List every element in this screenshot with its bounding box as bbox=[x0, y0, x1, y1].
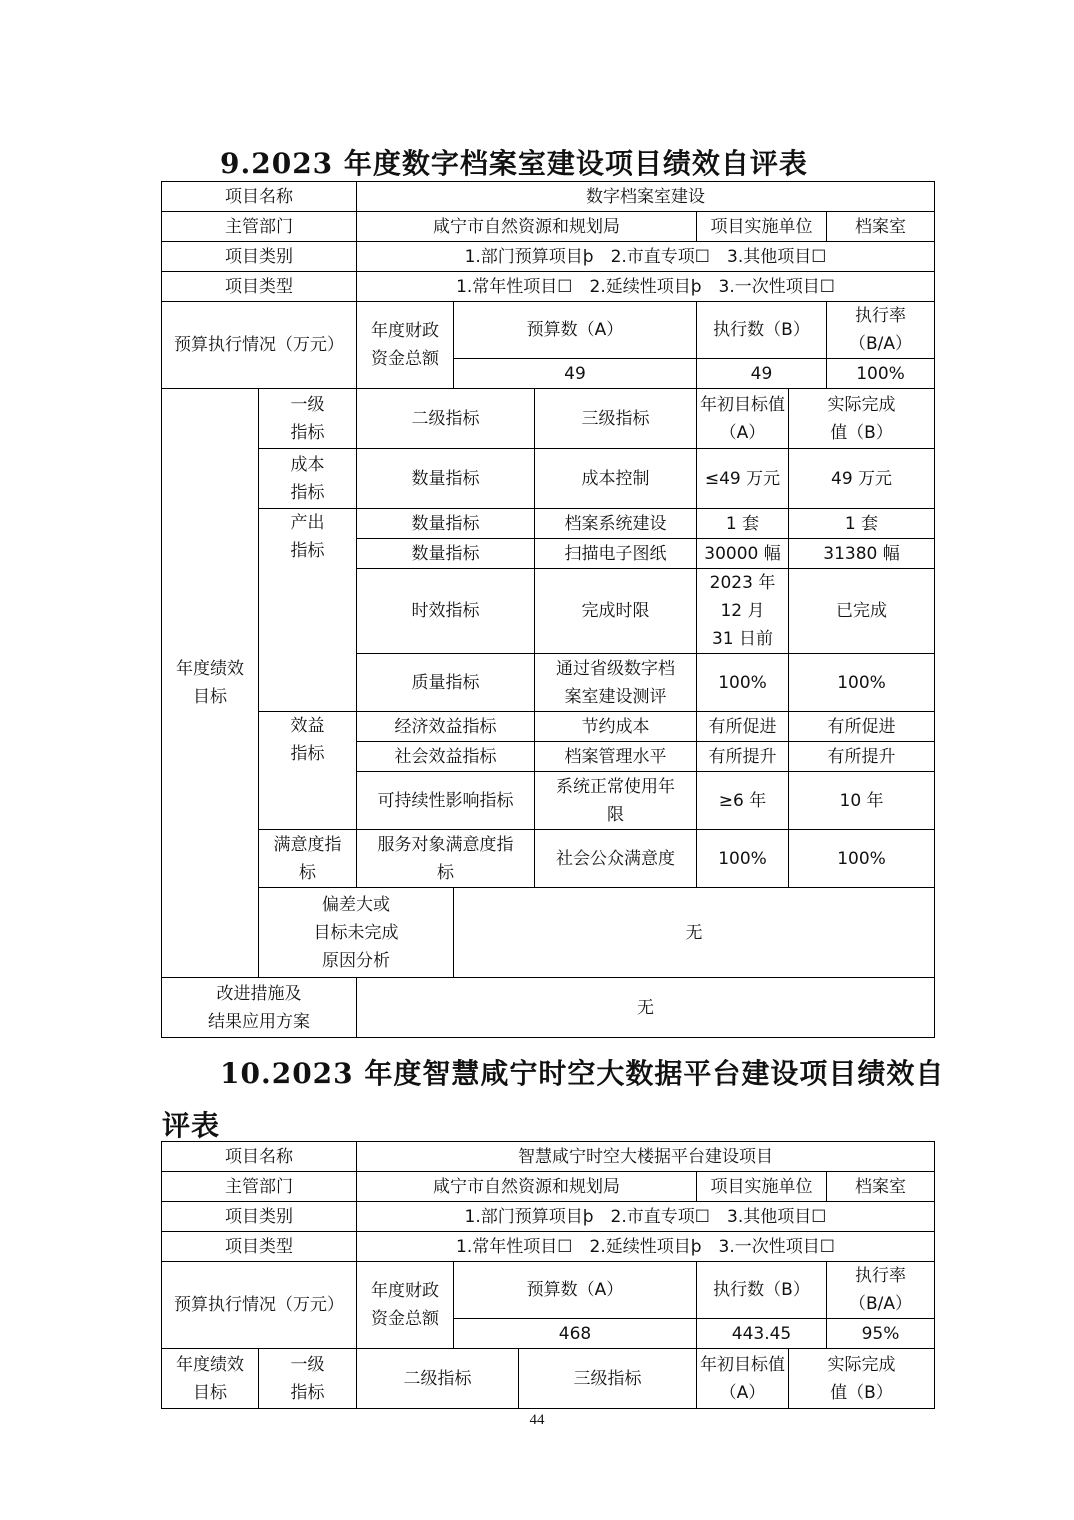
budget-head: 预算数（A） bbox=[454, 1262, 697, 1319]
exec-value: 49 bbox=[697, 359, 827, 389]
rate-head: 执行率（B/A） bbox=[827, 1262, 935, 1319]
performance-table-1 bbox=[161, 181, 935, 1038]
improve-label: 改进措施及 结果应用方案 bbox=[162, 978, 357, 1038]
row-target: ≤49 万元 bbox=[697, 449, 789, 509]
category-label: 项目类别 bbox=[162, 242, 357, 272]
goal-label: 年度绩效 目标 bbox=[162, 389, 259, 978]
row-target: 100% bbox=[697, 654, 789, 712]
type-label: 项目类型 bbox=[162, 272, 357, 302]
group-satisfaction: 满意度指 标 bbox=[259, 830, 357, 888]
deviation-label: 偏差大或 目标未完成 原因分析 bbox=[259, 888, 454, 978]
header-actual: 实际完成 值（B） bbox=[789, 389, 935, 449]
impl-label: 项目实施单位 bbox=[697, 212, 827, 242]
header-target: 年初目标值 （A） bbox=[697, 1349, 789, 1409]
impl-label: 项目实施单位 bbox=[697, 1172, 827, 1202]
row-actual: 100% bbox=[789, 830, 935, 888]
budget-label: 预算执行情况（万元） bbox=[162, 1262, 357, 1349]
row-target: 有所促进 bbox=[697, 712, 789, 742]
fund-label: 年度财政 资金总额 bbox=[357, 1262, 454, 1349]
group-benefit: 效益 指标 bbox=[259, 712, 357, 830]
category-value: 1.部门预算项目þ 2.市直专项☐ 3.其他项目☐ bbox=[357, 1202, 935, 1232]
row-actual: 有所提升 bbox=[789, 742, 935, 772]
row-level2: 经济效益指标 bbox=[357, 712, 535, 742]
table1-title: 9.2023 年度数字档案室建设项目绩效自评表 bbox=[220, 147, 808, 180]
row-level2: 服务对象满意度指 标 bbox=[357, 830, 535, 888]
row-level3: 档案系统建设 bbox=[535, 509, 697, 539]
table2-title-line1: 10.2023 年度智慧咸宁时空大数据平台建设项目绩效自 bbox=[220, 1057, 945, 1090]
project-name-value: 数字档案室建设 bbox=[357, 182, 935, 212]
table2-title-line2: 评表 bbox=[162, 1109, 221, 1142]
row-level2: 可持续性影响指标 bbox=[357, 772, 535, 830]
row-target: 有所提升 bbox=[697, 742, 789, 772]
header-level1: 一级 指标 bbox=[259, 1349, 357, 1409]
row-target: 1 套 bbox=[697, 509, 789, 539]
dept-value: 咸宁市自然资源和规划局 bbox=[357, 212, 697, 242]
row-level3: 扫描电子图纸 bbox=[535, 539, 697, 569]
improve-value: 无 bbox=[357, 978, 935, 1038]
row-level3: 完成时限 bbox=[535, 569, 697, 654]
deviation-value: 无 bbox=[454, 888, 935, 978]
project-name-label: 项目名称 bbox=[162, 1142, 357, 1172]
row-level3: 节约成本 bbox=[535, 712, 697, 742]
row-level2: 社会效益指标 bbox=[357, 742, 535, 772]
exec-head: 执行数（B） bbox=[697, 302, 827, 359]
category-value: 1.部门预算项目þ 2.市直专项☐ 3.其他项目☐ bbox=[357, 242, 935, 272]
row-actual: 49 万元 bbox=[789, 449, 935, 509]
row-actual: 100% bbox=[789, 654, 935, 712]
row-level2: 时效指标 bbox=[357, 569, 535, 654]
row-actual: 10 年 bbox=[789, 772, 935, 830]
budget-head: 预算数（A） bbox=[454, 302, 697, 359]
row-level2: 数量指标 bbox=[357, 539, 535, 569]
row-level3: 系统正常使用年 限 bbox=[535, 772, 697, 830]
row-target: 2023 年 12 月 31 日前 bbox=[697, 569, 789, 654]
performance-table-2 bbox=[161, 1141, 935, 1409]
row-level3: 社会公众满意度 bbox=[535, 830, 697, 888]
fund-label: 年度财政 资金总额 bbox=[357, 302, 454, 389]
row-level2: 质量指标 bbox=[357, 654, 535, 712]
category-label: 项目类别 bbox=[162, 1202, 357, 1232]
type-value: 1.常年性项目☐ 2.延续性项目þ 3.一次性项目☐ bbox=[357, 272, 935, 302]
group-output: 产出 指标 bbox=[259, 509, 357, 712]
dept-value: 咸宁市自然资源和规划局 bbox=[357, 1172, 697, 1202]
page-number: 44 bbox=[529, 1412, 545, 1428]
row-actual: 1 套 bbox=[789, 509, 935, 539]
budget-label: 预算执行情况（万元） bbox=[162, 302, 357, 389]
row-actual: 31380 幅 bbox=[789, 539, 935, 569]
project-name-value: 智慧咸宁时空大楼据平台建设项目 bbox=[357, 1142, 935, 1172]
row-level3: 通过省级数字档 案室建设测评 bbox=[535, 654, 697, 712]
rate-head: 执行率（B/A） bbox=[827, 302, 935, 359]
header-level1: 一级 指标 bbox=[259, 389, 357, 449]
dept-label: 主管部门 bbox=[162, 212, 357, 242]
row-target: 100% bbox=[697, 830, 789, 888]
budget-value: 49 bbox=[454, 359, 697, 389]
type-value: 1.常年性项目☐ 2.延续性项目þ 3.一次性项目☐ bbox=[357, 1232, 935, 1262]
row-actual: 有所促进 bbox=[789, 712, 935, 742]
header-actual: 实际完成 值（B） bbox=[789, 1349, 935, 1409]
header-level2: 二级指标 bbox=[357, 389, 535, 449]
row-level2: 数量指标 bbox=[357, 509, 535, 539]
header-level2: 二级指标 bbox=[357, 1349, 519, 1409]
row-level2: 数量指标 bbox=[357, 449, 535, 509]
header-level3: 三级指标 bbox=[535, 389, 697, 449]
row-level3: 成本控制 bbox=[535, 449, 697, 509]
project-name-label: 项目名称 bbox=[162, 182, 357, 212]
group-cost: 成本 指标 bbox=[259, 449, 357, 509]
budget-value: 468 bbox=[454, 1319, 697, 1349]
header-level3: 三级指标 bbox=[519, 1349, 697, 1409]
header-target: 年初目标值 （A） bbox=[697, 389, 789, 449]
exec-value: 443.45 bbox=[697, 1319, 827, 1349]
rate-value: 100% bbox=[827, 359, 935, 389]
row-target: ≥6 年 bbox=[697, 772, 789, 830]
dept-label: 主管部门 bbox=[162, 1172, 357, 1202]
row-actual: 已完成 bbox=[789, 569, 935, 654]
rate-value: 95% bbox=[827, 1319, 935, 1349]
impl-value: 档案室 bbox=[827, 212, 935, 242]
exec-head: 执行数（B） bbox=[697, 1262, 827, 1319]
type-label: 项目类型 bbox=[162, 1232, 357, 1262]
impl-value: 档案室 bbox=[827, 1172, 935, 1202]
goal-label: 年度绩效 目标 bbox=[162, 1349, 259, 1409]
row-level3: 档案管理水平 bbox=[535, 742, 697, 772]
row-target: 30000 幅 bbox=[697, 539, 789, 569]
